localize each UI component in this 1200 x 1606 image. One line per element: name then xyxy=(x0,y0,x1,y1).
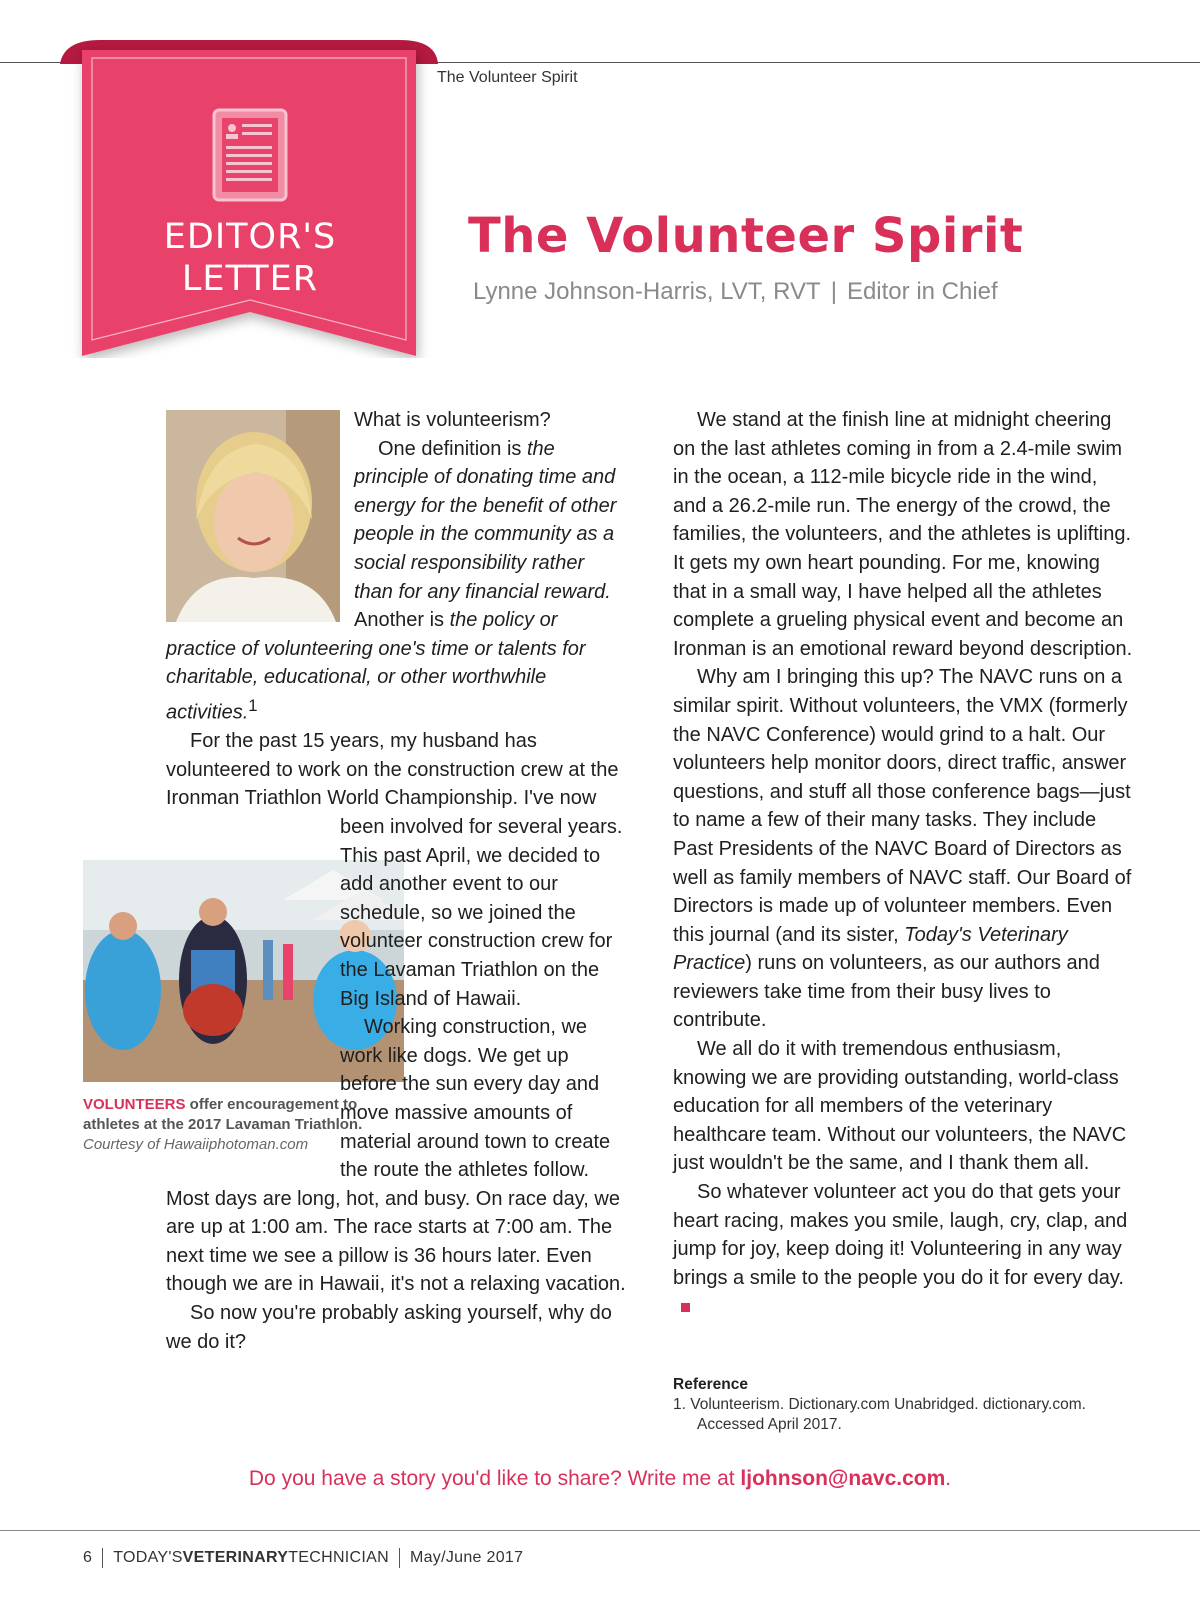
opening-question: What is volunteerism? xyxy=(354,409,551,431)
issue-date: May/June 2017 xyxy=(409,1549,524,1567)
story-invitation-end: . xyxy=(945,1467,952,1490)
editors-letter-banner xyxy=(60,38,440,358)
construction-paragraph: Working construction, we work like dogs. We get up before the sun every day and move massive amounts of material around town to create the route the athletes follow. Most days are long, hot, and busy. On race day, we are up at 1:00 am. The race starts at 7:00 am. The next time we see a pillow is 36 hours later. Even though we are in Hawaii, it's not a relaxing vacation. xyxy=(166,1016,626,1296)
definition-two: the policy or practice of volunteering one's time or talents for charitable, educational, or other worthwhile activities. xyxy=(166,609,586,724)
document-icon xyxy=(212,108,288,202)
photo-wrap-space xyxy=(82,830,340,1167)
byline xyxy=(473,278,998,306)
photo-credit: Courtesy of Hawaiiphotoman.com xyxy=(83,1136,309,1153)
editors-letter-label: EDITOR'S LETTER xyxy=(163,217,337,299)
reference-heading: Reference xyxy=(673,1376,748,1393)
article-title: The Volunteer Spirit xyxy=(468,208,1024,264)
story-invitation xyxy=(0,1467,1200,1491)
article-right-column xyxy=(673,406,1133,1321)
magazine-name-end: TECHNICIAN xyxy=(288,1549,389,1567)
running-header: The Volunteer Spirit xyxy=(437,69,578,86)
enthusiasm-paragraph: We all do it with tremendous enthusiasm, knowing we are providing outstanding, world-class education for all members of the veterinary healthcare team. Without our volunteers, the NAVC just wouldn't be the same, and I thank them all. xyxy=(673,1038,1127,1175)
end-square-icon xyxy=(681,1303,690,1312)
caption-lead: VOLUNTEERS xyxy=(83,1096,186,1113)
footnote-marker: 1 xyxy=(248,695,258,715)
definition-one: the principle of donating time and energy for the benefit of other people in the community as a social responsibility rather than for any financial reward. xyxy=(354,437,617,603)
footer-divider xyxy=(102,1548,103,1568)
why-paragraph: So now you're probably asking yourself, why do we do it? xyxy=(166,1302,612,1353)
navc-text: Why am I bringing this up? The NAVC runs on a similar spirit. Without volunteers, the VMX (formerly the NAVC Conference) would grind to a halt. Our volunteers help monitor doors, direct traffic, answer questions, and stuff all those conference bags—just to name a few of their many tasks. They include Past Presidents of the NAVC Board of Directors as well as family members of NAVC staff. Our Board of Directors is made up of volunteer members. Even this journal (and its sister, xyxy=(673,666,1132,946)
footer-divider xyxy=(399,1548,400,1568)
page-footer xyxy=(83,1548,523,1568)
caption-text: offer encouragement to athletes at the 2017 Lavaman Triathlon. xyxy=(83,1096,363,1133)
byline-separator: | xyxy=(830,278,837,305)
reference-section xyxy=(673,1375,1143,1435)
byline-author: Lynne Johnson-Harris, LVT, RVT xyxy=(473,278,821,305)
portrait-wrap-space xyxy=(166,406,354,618)
byline-role: Editor in Chief xyxy=(846,278,998,305)
finish-line-paragraph: We stand at the finish line at midnight cheering on the last athletes coming in from a 2.4-mile swim in the ocean, a 112-mile bicycle ride in the wind, and a 26.2-mile run. The energy of the crowd, the families, the volunteers, and the athletes is uplifting. It gets my own heart pounding. For me, knowing that in a small way, I have helped all the athletes complete a grueling physical event and become an Ironman is an emotional reward beyond description. xyxy=(673,409,1133,660)
navc-text-end: ) runs on volunteers, as our authors and reviewers take time from their busy lives to contribute. xyxy=(673,952,1100,1032)
definition-connector: Another is xyxy=(354,609,450,632)
article-left-column xyxy=(166,406,626,1436)
reference-item: 1. Volunteerism. Dictionary.com Unabridged. dictionary.com. Accessed April 2017. xyxy=(673,1396,1086,1433)
magazine-name-part: TODAY'S xyxy=(113,1549,183,1567)
sister-journal-name: Today's Veterinary Practice xyxy=(673,923,1068,975)
page-number: 6 xyxy=(83,1549,93,1567)
closing-paragraph xyxy=(673,1178,1133,1321)
closing-text: So whatever volunteer act you do that gets your heart racing, makes you smile, laugh, cry, clap, and jump for joy, keep doing it! Volunteering in any way brings a smile to the people you do it for every day. xyxy=(673,1181,1128,1289)
definition-intro: One definition is xyxy=(378,437,527,460)
navc-paragraph xyxy=(673,663,1133,1035)
ironman-paragraph: For the past 15 years, my husband has volunteered to work on the construction crew at the Ironman Triathlon World Championship. I've now been involved for several years. This past April, we decided to add another event to our schedule, so we joined the volunteer construction crew for the Lavaman Triathlon on the Big Island of Hawaii. xyxy=(166,730,623,1010)
footer-rule xyxy=(0,1530,1200,1531)
story-invitation-text: Do you have a story you'd like to share? Write me at xyxy=(248,1467,741,1490)
editor-email-link[interactable]: ljohnson@navc.com xyxy=(740,1467,946,1490)
magazine-name-bold: VETERINARY xyxy=(182,1549,289,1567)
